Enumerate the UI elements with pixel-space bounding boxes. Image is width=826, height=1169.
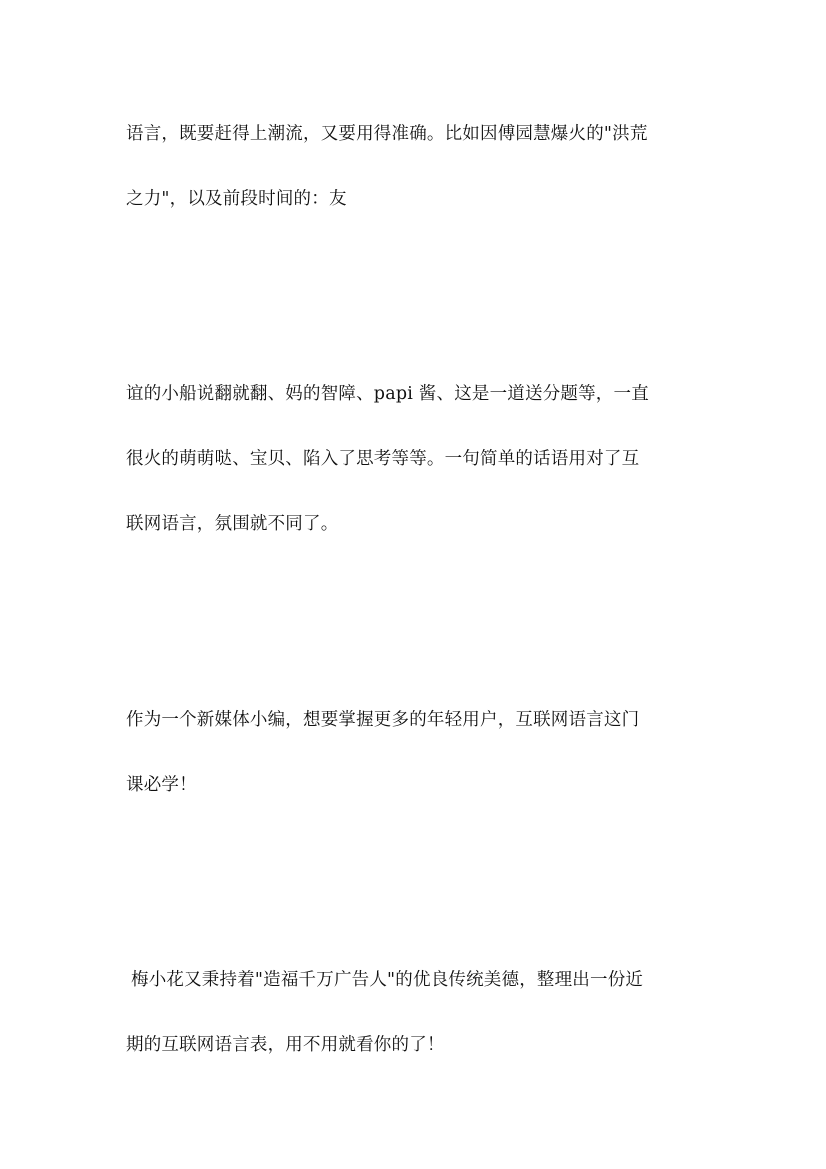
text-line: 联网语言，氛围就不同了。 [126,514,339,534]
text-line: 之力"，以及前段时间的：友 [126,189,347,209]
text-line: 语言，既要赶得上潮流，又要用得准确。比如因傅园慧爆火的"洪荒 [126,124,648,144]
text-line: 梅小花又秉持着"造福千万广告人"的优良传统美德，整理出一份近 [131,970,644,990]
text-line: 谊的小船说翻就翻、妈的智障、papi 酱、这是一道送分题等，一直 [126,384,649,404]
text-line: 课必学！ [126,775,197,795]
text-line: 期的互联网语言表，用不用就看你的了！ [126,1035,445,1055]
text-line: 作为一个新媒体小编，想要掌握更多的年轻用户，互联网语言这门 [126,710,640,730]
text-line: 很火的萌萌哒、宝贝、陷入了思考等等。一句简单的话语用对了互 [126,449,640,469]
